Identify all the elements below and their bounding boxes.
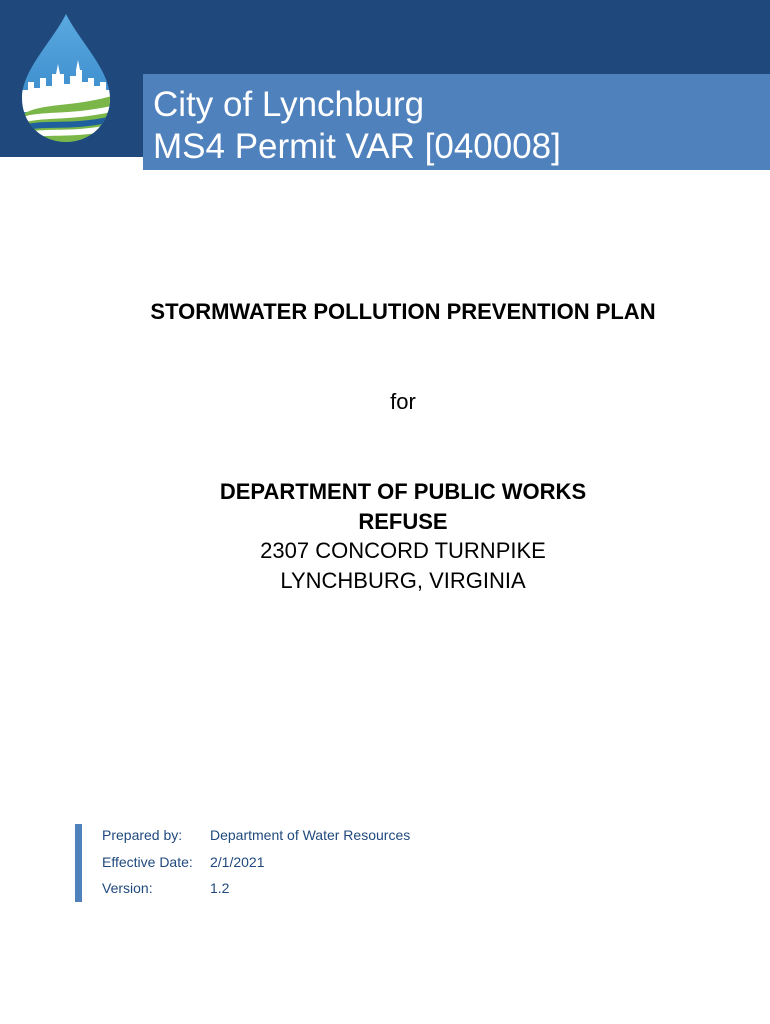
version-row <box>102 875 410 902</box>
effective-date-value: 2/1/2021 <box>210 853 265 870</box>
prepared-by-value: Department of Water Resources <box>210 827 411 843</box>
facility-block <box>0 477 770 595</box>
for-text: for <box>390 389 416 414</box>
department-name: DEPARTMENT OF PUBLIC WORKS <box>219 479 587 504</box>
prepared-by-label: Prepared by: <box>102 827 183 843</box>
division-name: REFUSE <box>358 508 448 534</box>
water-drop-logo-icon <box>20 12 112 144</box>
city-title: City of Lynchburg <box>153 85 425 124</box>
version-value: 1.2 <box>210 880 230 896</box>
prepared-by-row <box>102 822 410 849</box>
plan-title: STORMWATER POLLUTION PREVENTION PLAN <box>150 299 656 324</box>
permit-title: MS4 Permit VAR [040008] <box>153 127 561 166</box>
effective-date-label: Effective Date: <box>102 853 193 870</box>
document-info <box>102 822 410 902</box>
city-state: LYNCHBURG, VIRGINIA <box>280 567 526 593</box>
accent-bar <box>75 824 82 902</box>
effective-date-row <box>102 849 410 876</box>
street-address: 2307 CONCORD TURNPIKE <box>260 538 546 563</box>
version-label: Version: <box>102 880 153 896</box>
title-box <box>143 74 770 170</box>
